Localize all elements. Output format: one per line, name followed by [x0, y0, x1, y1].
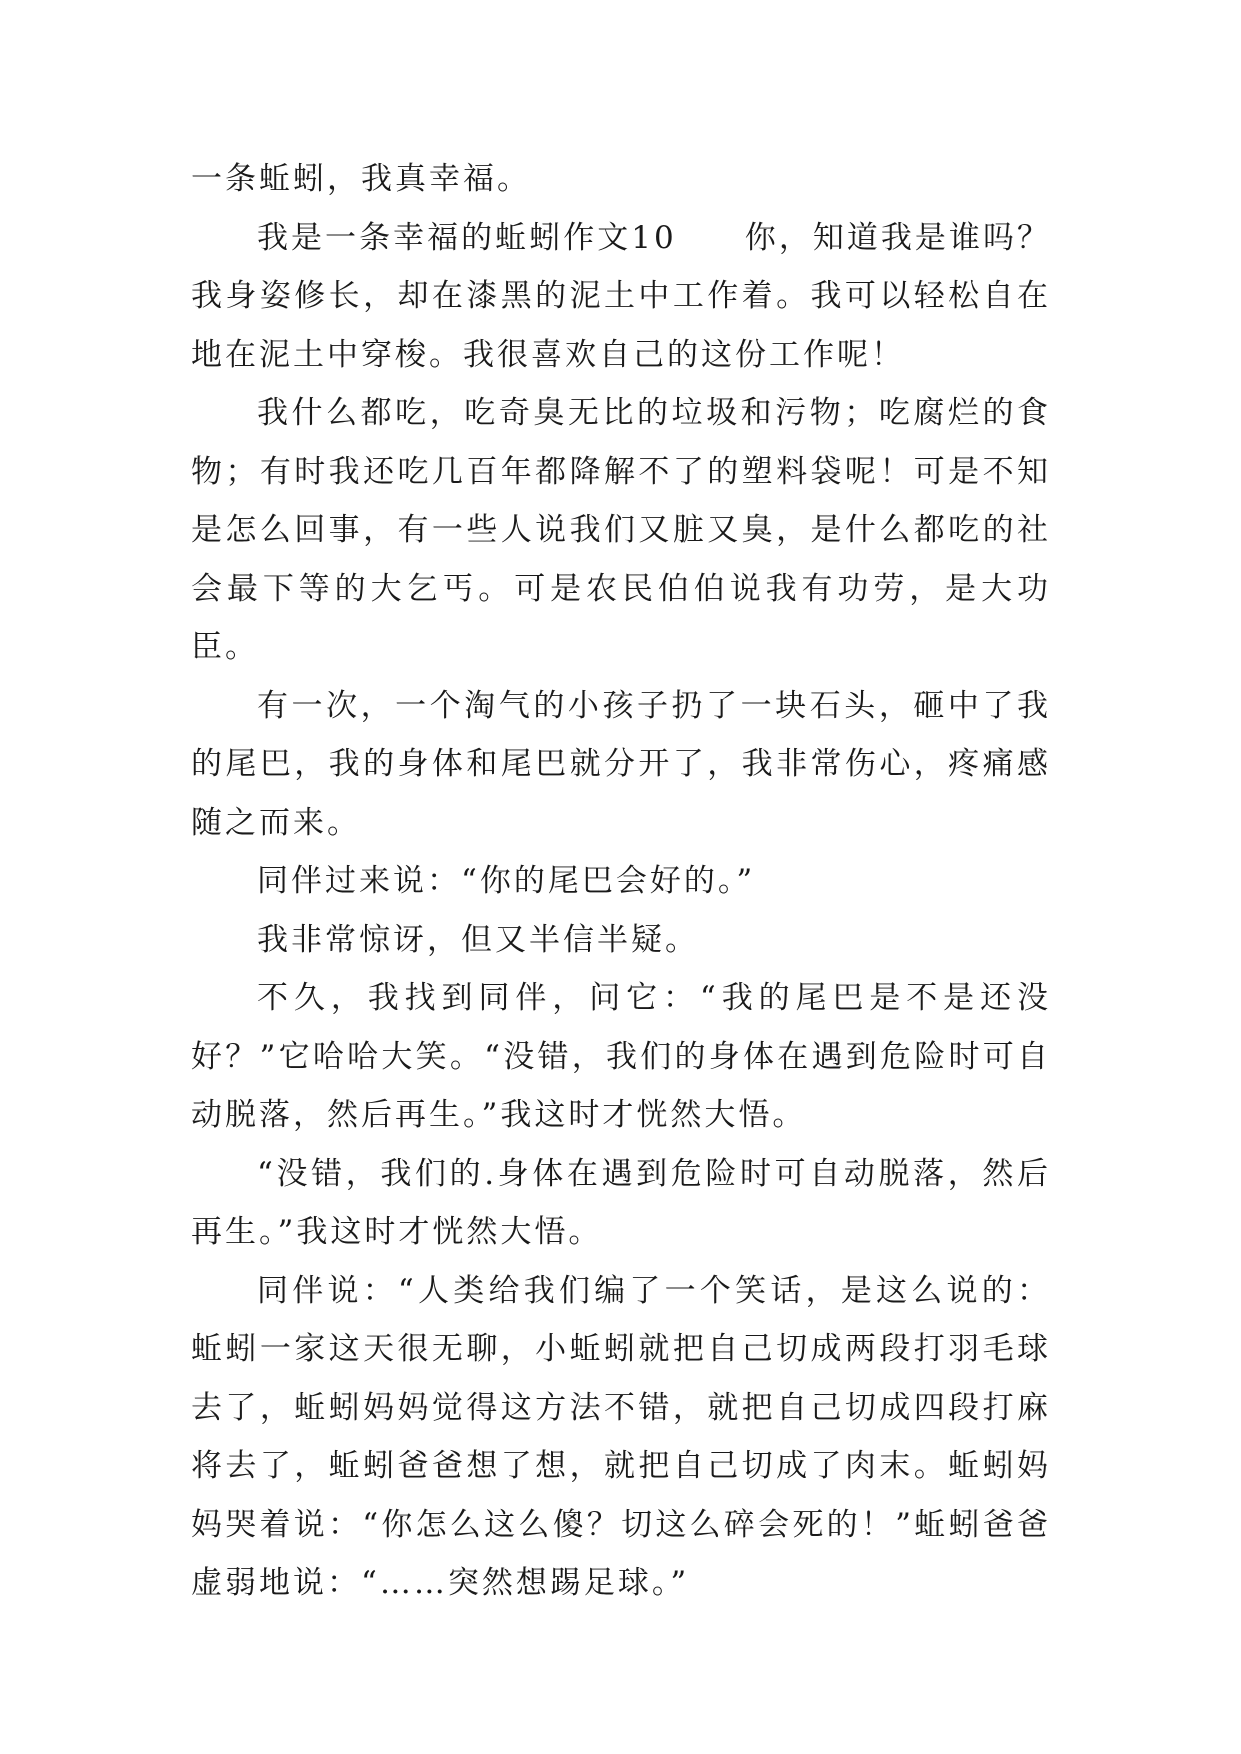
paragraph: “没错，我们的.身体在遇到危险时可自动脱落，然后再生。”我这时才恍然大悟。 — [191, 1155, 1051, 1250]
paragraph: 同伴过来说：“你的尾巴会好的。” — [257, 863, 756, 899]
paragraph: 不久，我找到同伴，问它：“我的尾巴是不是还没好？”它哈哈大笑。“没错，我们的身体在遇到危险时可自动脱落，然后再生。”我这时才恍然大悟。 — [191, 980, 1051, 1133]
paragraph: 我是一条幸福的蚯蚓作文10 你，知道我是谁吗？我身姿修长，却在漆黑的泥土中工作着。我可以轻松自在地在泥土中穿梭。我很喜欢自己的这份工作呢！ — [191, 219, 1051, 373]
paragraph: 我非常惊讶，但又半信半疑。 — [257, 921, 699, 958]
body-text — [191, 150, 1051, 1613]
paragraph: 同伴说：“人类给我们编了一个笑话，是这么说的：蚯蚓一家这天很无聊，小蚯蚓就把自己切成两段打羽毛球去了，蚯蚓妈妈觉得这方法不错，就把自己切成四段打麻将去了，蚯蚓爸爸想了想，就把自己切成了肉末。蚯蚓妈妈哭着说：“你怎么这么傻？切这么碎会死的！”蚯蚓爸爸虚弱地说：“……突然想踢足球。” — [191, 1272, 1051, 1601]
paragraph: 一条蚯蚓，我真幸福。 — [191, 161, 531, 197]
paragraph: 我什么都吃，吃奇臭无比的垃圾和污物；吃腐烂的食物；有时我还吃几百年都降解不了的塑料袋呢！可是不知是怎么回事，有一些人说我们又脏又臭，是什么都吃的社会最下等的大乞丐。可是农民伯伯说我有功劳，是大功臣。 — [191, 395, 1051, 665]
paragraph: 有一次，一个淘气的小孩子扔了一块石头，砸中了我的尾巴，我的身体和尾巴就分开了，我非常伤心，疼痛感随之而来。 — [191, 687, 1051, 841]
